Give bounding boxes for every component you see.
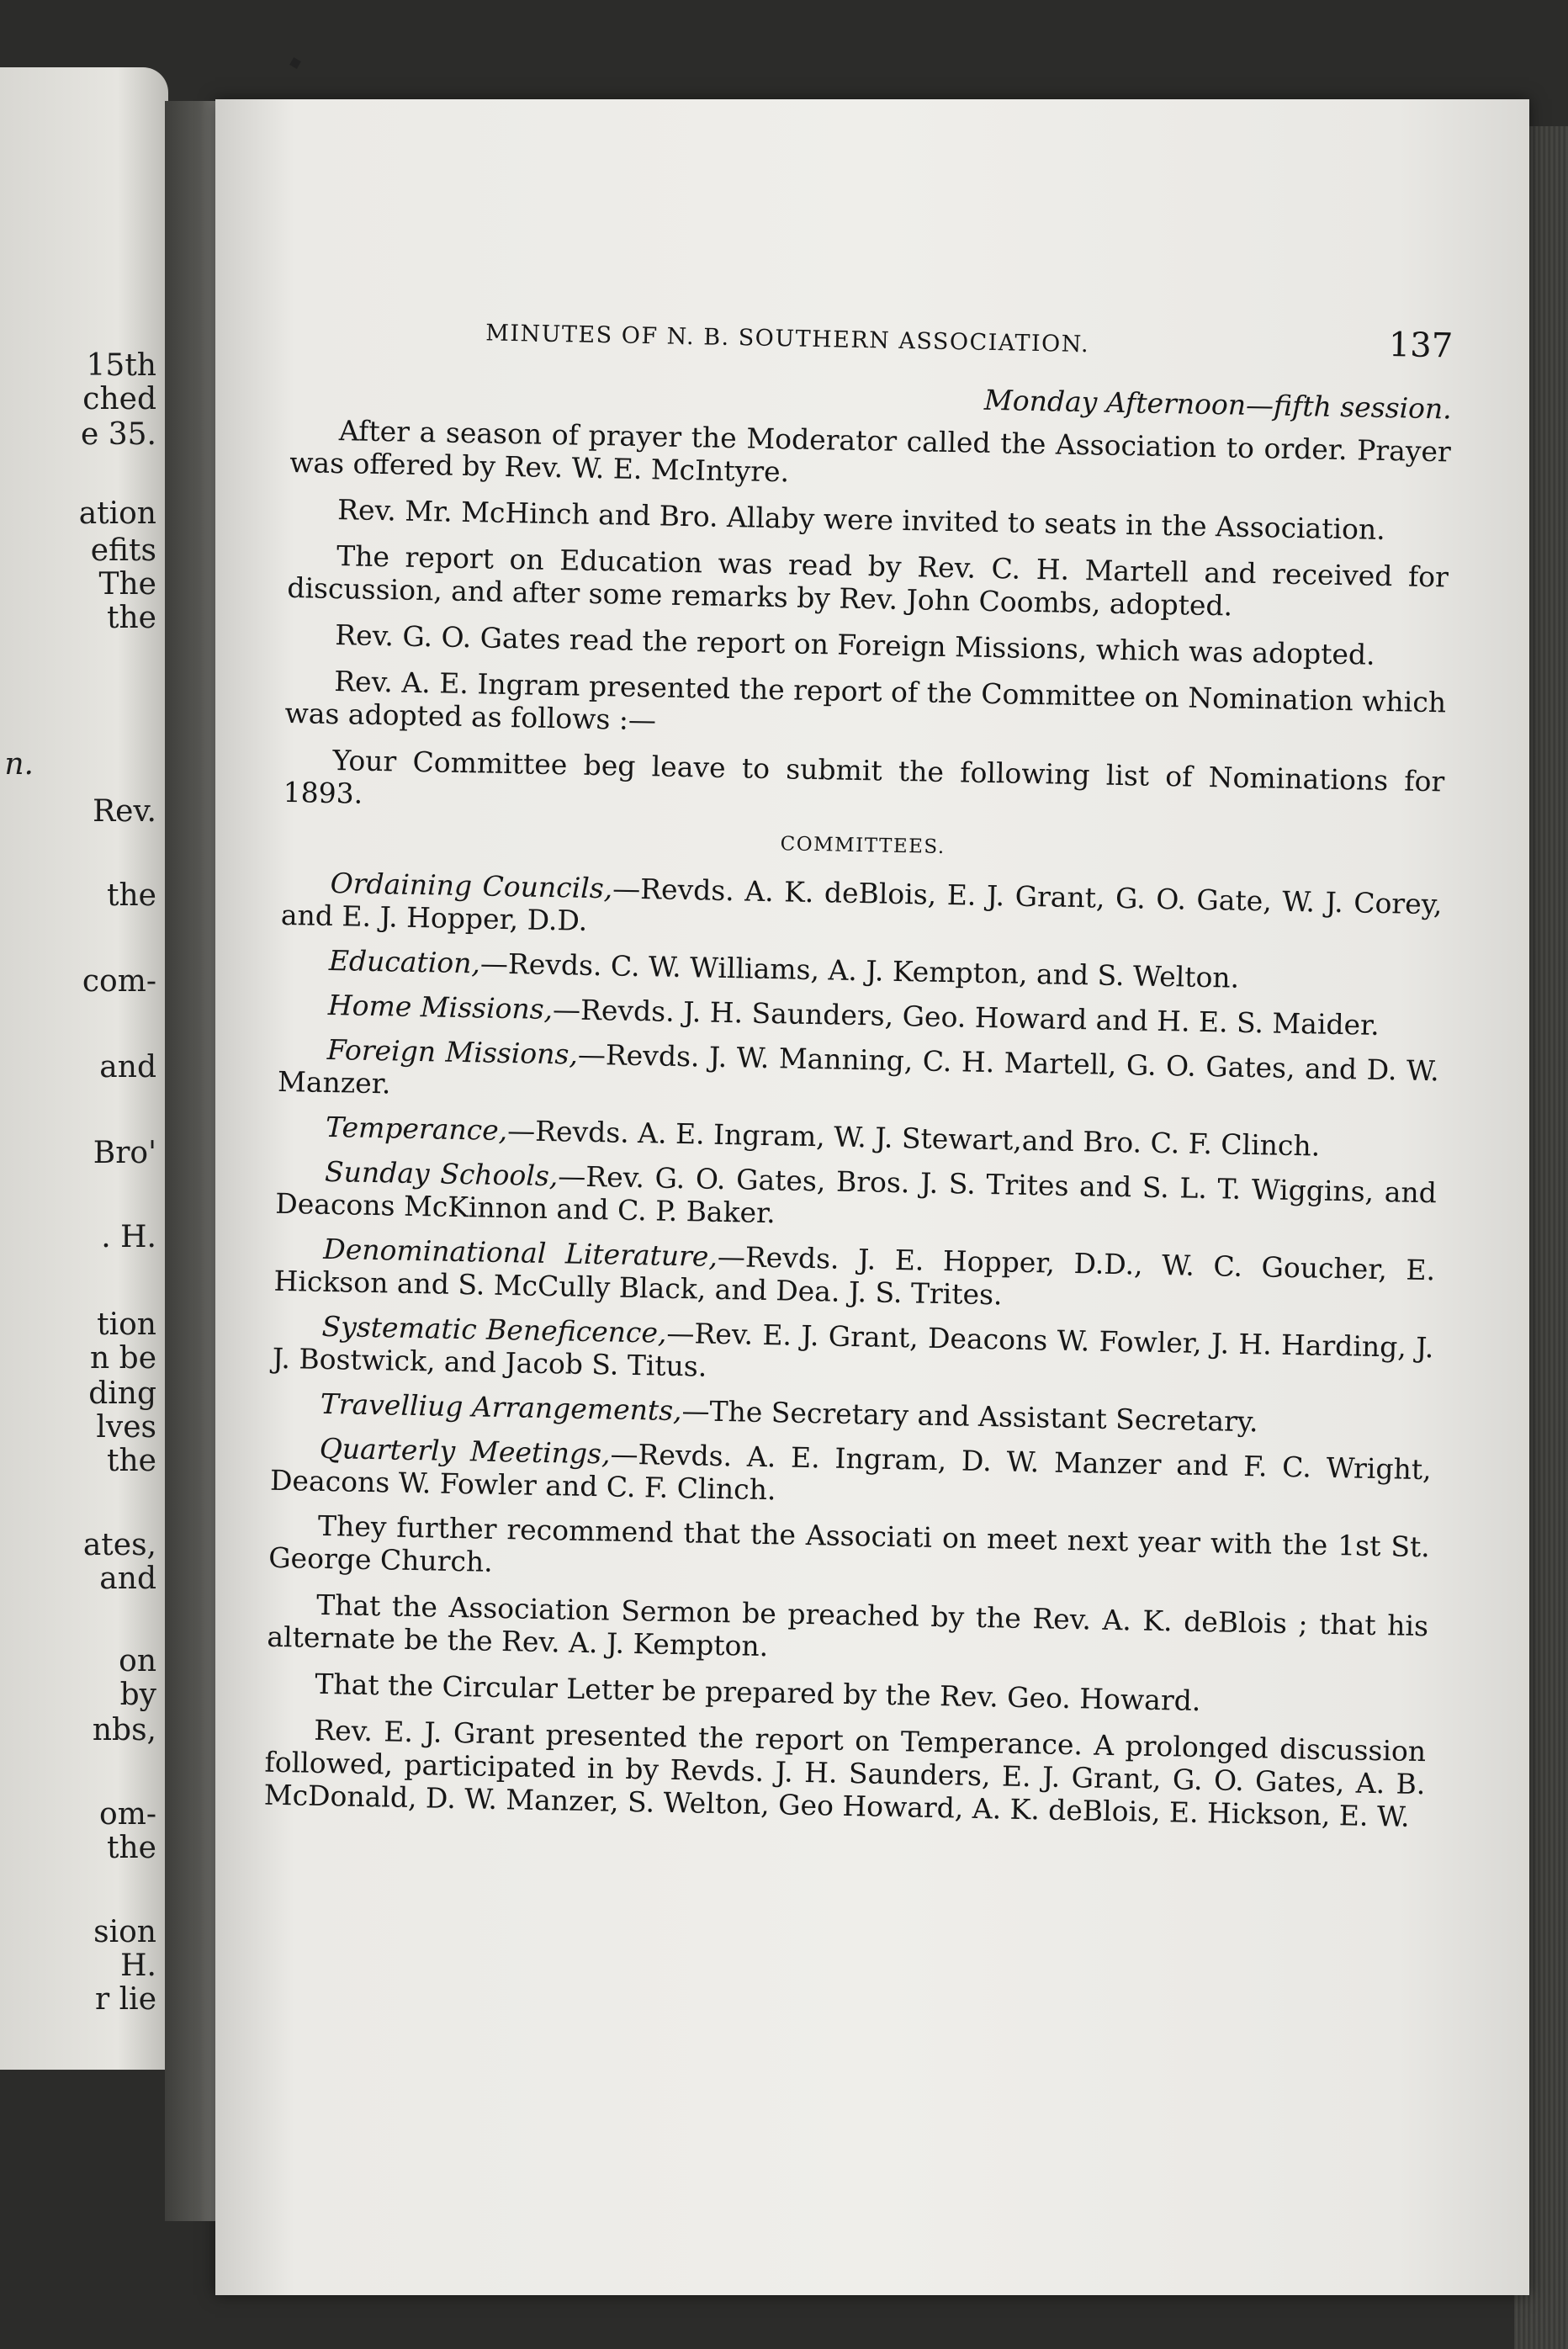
left-page-fragment: and (99, 1050, 156, 1084)
committee-members: —Revds. J. E. Hopper, D.D., W. C. Goucher, E. Hickson and S. McCully Black, and Dea. J. S. Trites. (273, 1239, 1436, 1312)
left-page-fragment: the (107, 601, 156, 635)
page-number: 137 (1388, 326, 1454, 366)
committee-members: —Revds. A. E. Ingram, W. J. Stewart,and Bro. C. F. Clinch. (506, 1114, 1321, 1163)
committee-entry (281, 866, 1443, 953)
left-page-fragment: e 35. (81, 417, 156, 452)
left-page-fragment: and (99, 1562, 156, 1596)
committee-name: Temperance, (325, 1110, 508, 1148)
committee-entry (277, 1110, 1438, 1164)
committee-name: Home Missions, (327, 988, 554, 1026)
committee-members: —Revds. A. K. deBlois, E. J. Grant, G. O. Gate, W. J. Corey, and E. J. Hopper, D.D. (280, 872, 1443, 937)
committee-name: Education, (328, 943, 481, 980)
left-page-fragment: the (107, 878, 156, 913)
left-page-fragment: ation (78, 496, 156, 531)
left-page-fragment: on (119, 1644, 156, 1678)
left-page-fragment: n. (4, 747, 34, 782)
running-title: MINUTES OF N. B. SOUTHERN ASSOCIATION. (485, 320, 1090, 358)
left-page-fragment: n be (90, 1341, 156, 1376)
paragraph: That the Association Sermon be preached by the Rev. A. K. deBlois ; that his alternate be the Rev. A. J. Kempton. (267, 1588, 1429, 1663)
committee-name: Denominational Literature, (322, 1232, 718, 1273)
committee-members: —Rev. G. O. Gates, Bros. J. S. Trites and S. L. T. Wiggins, and Deacons McKinnon and C. P. Baker. (274, 1159, 1438, 1230)
left-page-fragment: ding (88, 1376, 156, 1411)
committee-members: —Revds. J. W. Manning, C. H. Martell, G. O. Gates, and D. W. Manzer. (277, 1037, 1440, 1100)
running-header (292, 300, 1454, 374)
committees-heading: COMMITTEES. (780, 833, 946, 859)
page-content (263, 300, 1454, 1847)
paragraph: Rev. G. O. Gates read the report on Foreign Missions, which was adopted. (334, 618, 1375, 671)
committee-entry (271, 1387, 1432, 1441)
committee-entry (272, 1309, 1433, 1397)
previous-page-edge (0, 67, 168, 2070)
left-page-fragment: the (107, 1444, 156, 1478)
committee-entry (280, 943, 1441, 998)
committee-members: —Revds. J. H. Saunders, Geo. Howard and H. E. S. Maider. (552, 993, 1380, 1042)
paragraph: That the Circular Letter be prepared by the Rev. Geo. Howard. (315, 1667, 1201, 1718)
committee-name: Quarterly Meetings, (319, 1431, 611, 1471)
committee-name: Sunday Schools, (324, 1154, 559, 1193)
left-page-fragment: Rev. (93, 794, 156, 829)
left-page-fragment: lves (96, 1410, 156, 1445)
dust-speck (289, 57, 301, 69)
left-page-fragment: om- (99, 1797, 156, 1832)
paragraph: After a season of prayer the Moderator called the Association to order. Prayer was offered by Rev. W. E. McIntyre. (289, 414, 1452, 489)
left-page-fragment: com- (82, 964, 156, 999)
left-page-fragment: The (98, 567, 156, 602)
left-page-fragment: sion (93, 1915, 156, 1949)
committee-name: Travelliug Arrangements, (320, 1387, 682, 1428)
committee-entry (273, 1232, 1435, 1319)
left-page-fragment: efits (90, 533, 156, 568)
left-page-fragment: r lie (95, 1982, 156, 2017)
committee-members: —Rev. E. J. Grant, Deacons W. Fowler, J. H. Harding, J. J. Bostwick, and Jacob S. Titus. (272, 1316, 1434, 1383)
committee-members: —Revds. C. W. Williams, A. J. Kempton, and S. Welton. (479, 946, 1240, 994)
committee-entry (279, 988, 1440, 1042)
paragraph: Your Committee beg leave to submit the following list of Nominations for 1893. (283, 744, 1445, 810)
left-page-fragment: tion (97, 1307, 156, 1342)
committee-entry (270, 1431, 1432, 1519)
book-page (215, 99, 1529, 2295)
committee-members: —The Secretary and Assistant Secretary. (681, 1394, 1258, 1439)
committee-members: —Revds. A. E. Ingram, D. W. Manzer and F. C. Wright, Deacons W. Fowler and C. F. Clinch. (269, 1437, 1432, 1507)
left-page-fragment: . H. (101, 1220, 156, 1254)
paragraph: Rev. Mr. McHinch and Bro. Allaby were invited to seats in the Association. (336, 493, 1386, 546)
committee-name: Foreign Missions, (326, 1032, 579, 1071)
left-page-fragment: by (119, 1678, 156, 1712)
left-page-fragment: Bro' (93, 1136, 156, 1170)
left-page-fragment: 15th (86, 348, 156, 383)
left-page-fragment: ates, (82, 1528, 156, 1562)
committee-entry (278, 1032, 1439, 1120)
committee-name: Ordaining Councils, (330, 866, 613, 905)
left-page-fragment: the (107, 1831, 156, 1865)
paragraph: They further recommend that the Associati on meet next year with the 1st St. George Church. (268, 1509, 1431, 1578)
left-page-fragment: H. (120, 1949, 156, 1983)
paragraph: Rev. A. E. Ingram presented the report of the Committee on Nomination which was adopted as follows :— (284, 665, 1447, 737)
committee-name: Systematic Beneficence, (321, 1309, 667, 1349)
paragraph: The report on Education was read by Rev. C. H. Martell and received for discussion, and after some remarks by Rev. John Coombs, adopted. (287, 539, 1449, 623)
left-page-fragment: nbs, (92, 1713, 156, 1747)
committee-entry (275, 1154, 1437, 1242)
left-page-fragment: ched (82, 382, 156, 416)
session-heading: Monday Afternoon—fifth session. (983, 383, 1453, 426)
paragraph: Rev. E. J. Grant presented the report on Temperance. A prolonged discussion followed, participated in by Revds. J. H. Saunders, E. J. Grant, G. O. Gates, A. B. McDonald, D. W. Manzer, S. Welton, Geo Howard, A. K. deBlois, E. Hickson, E. W. (263, 1713, 1427, 1833)
